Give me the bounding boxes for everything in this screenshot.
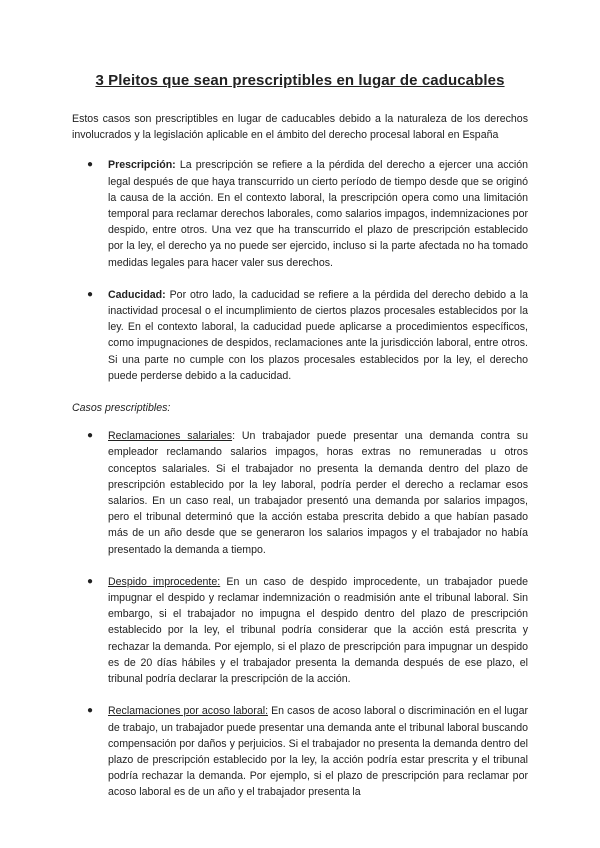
list-item-despido-improcedente (87, 574, 529, 687)
case-text: : Un trabajador puede presentar una demanda contra su empleador reclamando salarios impagos, horas extras no remuneradas u otros conceptos salariales. Si el trabajador no presenta la demanda dentro del plazo de prescripción establecido por la ley laboral, podría perder el derecho a reclamar esos salarios. En un caso real, un trabajador presentó una demanda por salarios impagos, pero el tribunal determinó que la acción estaba prescrita debido a que habían pasado más de un año desde que se generaron los salarios impagos y el trabajador no había presentado la demanda a tiempo. (108, 430, 528, 556)
case-text: En casos de acoso laboral o discriminación en el lugar de trabajo, un trabajador puede presentar una demanda ante el tribunal laboral buscando compensación por daños y perjuicios. Si el trabajador no presenta la demanda dentro del plazo de prescripción establecido por la ley, la acción podría estar prescrita y el tribunal podría rechazar la demanda. Por ejemplo, si el plazo de prescripción para reclamar por acoso laboral es de un año y el trabajador presenta la (108, 705, 528, 799)
case-text: En un caso de despido improcedente, un trabajador puede impugnar el despido y reclamar indemnización o readmisión ante el tribunal laboral. Sin embargo, si el trabajador no impugna el despido dentro del plazo de prescripción establecido por la ley, el tribunal podría considerar que la acción está prescrita y rechazar la demanda. Por ejemplo, si el plazo de prescripción para impugnar un despido es de 20 días hábiles y el trabajador presenta la demanda después de ese plazo, el tribunal podría declarar la prescripción de la acción. (108, 575, 529, 686)
cases-heading: Casos prescriptibles: (72, 402, 171, 415)
bullet-icon: ● (87, 430, 94, 442)
cases-list (72, 428, 528, 800)
bullet-icon: ● (87, 288, 94, 300)
term-prescripcion: Prescripción: (108, 159, 176, 172)
list-item-acoso-laboral (87, 703, 528, 800)
definitions-list (72, 157, 528, 384)
page-title: 3 Pleitos que sean prescriptibles en lugar de caducables (95, 72, 505, 89)
definition-text: Por otro lado, la caducidad se refiere a la pérdida del derecho debido a la inactividad procesal o el incumplimiento de ciertos plazos procesales establecidos por la ley. En el contexto laboral, la caducidad puede aplicarse a procedimientos específicos, como impugnaciones de despidos, reclamaciones ante la jurisdicción laboral, entre otros. Si una parte no cumple con los plazos procesales establecidos por la ley, el derecho puede perderse debido a la caducidad. (108, 288, 528, 382)
bullet-icon: ● (87, 705, 94, 717)
list-item-caducidad (87, 287, 528, 384)
bullet-icon: ● (87, 159, 94, 171)
definition-text: La prescripción se refiere a la pérdida del derecho a ejercer una acción legal después de que haya transcurrido un cierto período de tiempo desde que se originó la causa de la acción. En el contexto laboral, la prescripción opera como una limitación temporal para reclamar derechos laborales, como salarios impagos, indemnizaciones por despido, entre otros. Una vez que ha transcurrido el plazo de prescripción establecido por la ley, el derecho ya no puede ser ejercido, incluso si la parte afectada no ha tomado medidas legales para hacer valer sus derechos. (108, 159, 528, 269)
term-caducidad: Caducidad: (108, 288, 166, 301)
bullet-icon: ● (87, 575, 94, 587)
term-despido-improcedente: Despido improcedente: (108, 575, 221, 588)
term-reclamaciones-salariales: Reclamaciones salariales (108, 430, 233, 443)
list-item-prescripcion (87, 157, 528, 270)
term-acoso-laboral: Reclamaciones por acoso laboral: (108, 705, 269, 718)
intro-paragraph: Estos casos son prescriptibles en lugar de caducables debido a la naturaleza de los derechos involucrados y la legislación aplicable en el ámbito del derecho procesal laboral en España (72, 113, 528, 142)
list-item-reclamaciones-salariales (87, 428, 528, 558)
